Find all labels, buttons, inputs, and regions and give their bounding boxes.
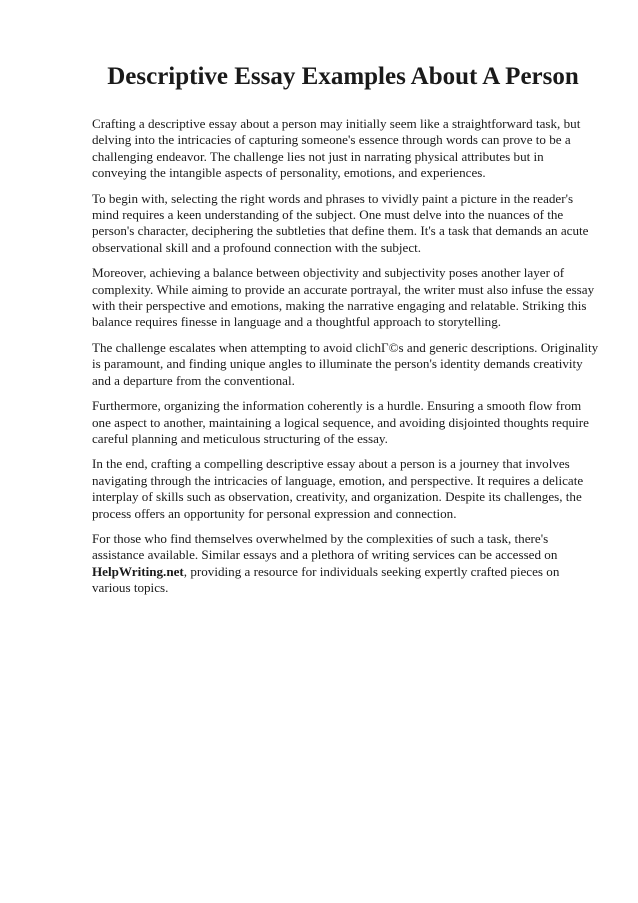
final-paragraph-tail: , providing a resource for individuals seeking expertly crafted pieces on various topics. [92, 563, 560, 596]
paragraph: Furthermore, organizing the information coherently is a hurdle. Ensuring a smooth flow from one aspect to another, maintaining a logical sequence, and avoiding disjointed thoughts require careful planning and meticulous structuring of the essay. [92, 398, 589, 446]
document-title: Descriptive Essay Examples About A Person [107, 63, 579, 90]
paragraph: To begin with, selecting the right words and phrases to vividly paint a picture in the reader's mind requires a keen understanding of the subject. One must delve into the nuances of the person's character, deciphering the subtleties that define them. It's a task that demands an acute observational skill and a profound connection with the subject. [92, 190, 589, 255]
final-paragraph [92, 531, 600, 597]
paragraph: In the end, crafting a compelling descriptive essay about a person is a journey that involves navigating through the intricacies of language, emotion, and perspective. It requires a delicate interplay of skills such as observation, creativity, and organization. Despite its challenges, the process offers an opportunity for personal expression and connection. [92, 456, 584, 521]
final-paragraph-lead: For those who find themselves overwhelmed by the complexities of such a task, there's assistance available. Similar essays and a plethora of writing services can be accessed on [92, 530, 558, 563]
paragraph: The challenge escalates when attempting to avoid clichΓ©s and generic descriptions. Originality is paramount, and finding unique angles to illuminate the person's identity demands creativity and a departure from the conventional. [92, 339, 599, 388]
document-body [92, 116, 600, 606]
paragraph: Crafting a descriptive essay about a person may initially seem like a straightforward task, but delving into the intricacies of capturing someone's essence through words can prove to be a challenging endeavor. The challenge lies not just in narrating physical attributes but in conveying the intangible aspects of personality, emotions, and experiences. [92, 116, 581, 181]
paragraph: Moreover, achieving a balance between objectivity and subjectivity poses another layer of complexity. While aiming to provide an accurate portrayal, the writer must also infuse the essay with their perspective and emotions, making the narrative engaging and relatable. Striking this balance requires finesse in language and a thoughtful approach to storytelling. [92, 265, 595, 330]
service-name: HelpWriting.net [92, 563, 184, 579]
